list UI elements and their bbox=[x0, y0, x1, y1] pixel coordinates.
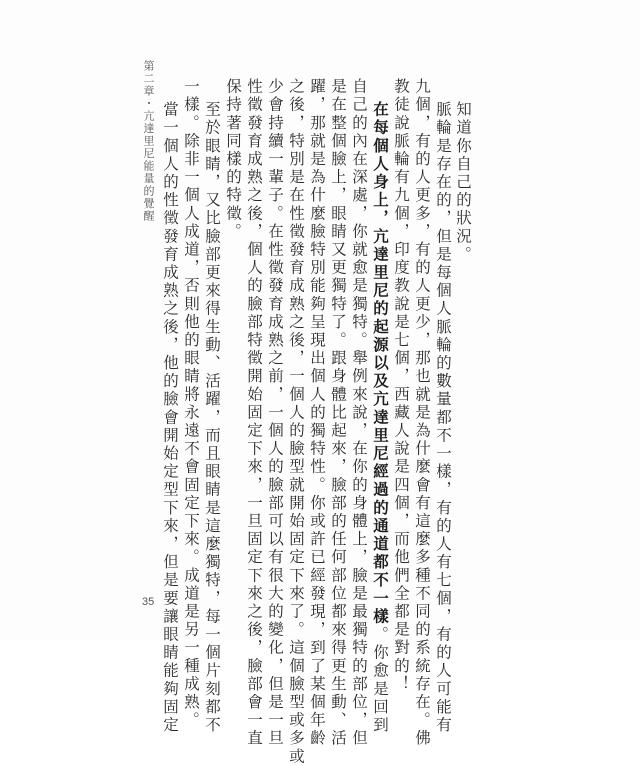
body-column-10: 少會持續一輩子。在性徵發育成熟之前，一個人的臉部可以有很大的變化，但是一旦 bbox=[266, 78, 284, 748]
body-column-13: 至於眼睛，又比臉部更來得生動、活躍，而且眼睛是這麼獨特，每一個片刻都不 bbox=[203, 101, 221, 735]
running-header: 第二章・亢達里尼能量的覺醒 bbox=[142, 60, 155, 223]
body-column-15: 當一個人的性徵發育成熟之後，他的臉會開始定型下來，但是要讓眼睛能夠固定 bbox=[161, 101, 179, 735]
body-column-5 bbox=[369, 101, 391, 735]
body-column-12: 保持著同樣的特徵。 bbox=[224, 78, 242, 241]
body-column-9: 之後，特別是在性徵發育成熟之後，一個人的臉型就開始固定下來了。這個臉型或多或 bbox=[287, 78, 305, 766]
body-column-5-tail: 。你愈是回到 bbox=[371, 625, 389, 735]
body-column-11: 性徵發育成熟之後，個人的臉部特徵開始固定下來，一旦固定下來之後，臉部會一直 bbox=[245, 78, 263, 748]
body-column-1: 知道你自己的狀況。 bbox=[454, 101, 472, 264]
body-column-6: 自己的內在深處，你就愈是獨特。舉例來說，在你的身體上，臉是最獨特的部位，但 bbox=[350, 78, 368, 748]
page-number: 35 bbox=[142, 596, 155, 608]
body-column-3: 九個，有的人更多，有的人更少，那也就是為什麼會有這麼多種不同的系統存在。佛 bbox=[413, 78, 431, 748]
body-column-4: 教徒說脈輪有九個，印度教說是七個，西藏人說是四個，而他們全都是對的！ bbox=[392, 78, 410, 694]
body-column-14: 一樣。除非一個人成道，否則他的眼睛將永遠不會固定下來。成道是另一種成熟。 bbox=[182, 78, 200, 730]
body-column-8: 躍，那就是為什麼臉特別能夠呈現出個人的獨特性。你或許已經發現，到了某個年齡 bbox=[308, 78, 326, 748]
body-column-7: 是在整個臉上，眼睛又更獨特了。跟身體比起來，臉部的任何部位都來得更生動、活 bbox=[329, 78, 347, 748]
emphasis-sentence: 在每個人身上，亢達里尼的起源以及亢達里尼經過的通道都不一樣 bbox=[371, 101, 390, 626]
body-column-2: 脈輪是存在的，但是每個人脈輪的數量都不一樣，有的人有七個，有的人可能有 bbox=[434, 101, 452, 735]
